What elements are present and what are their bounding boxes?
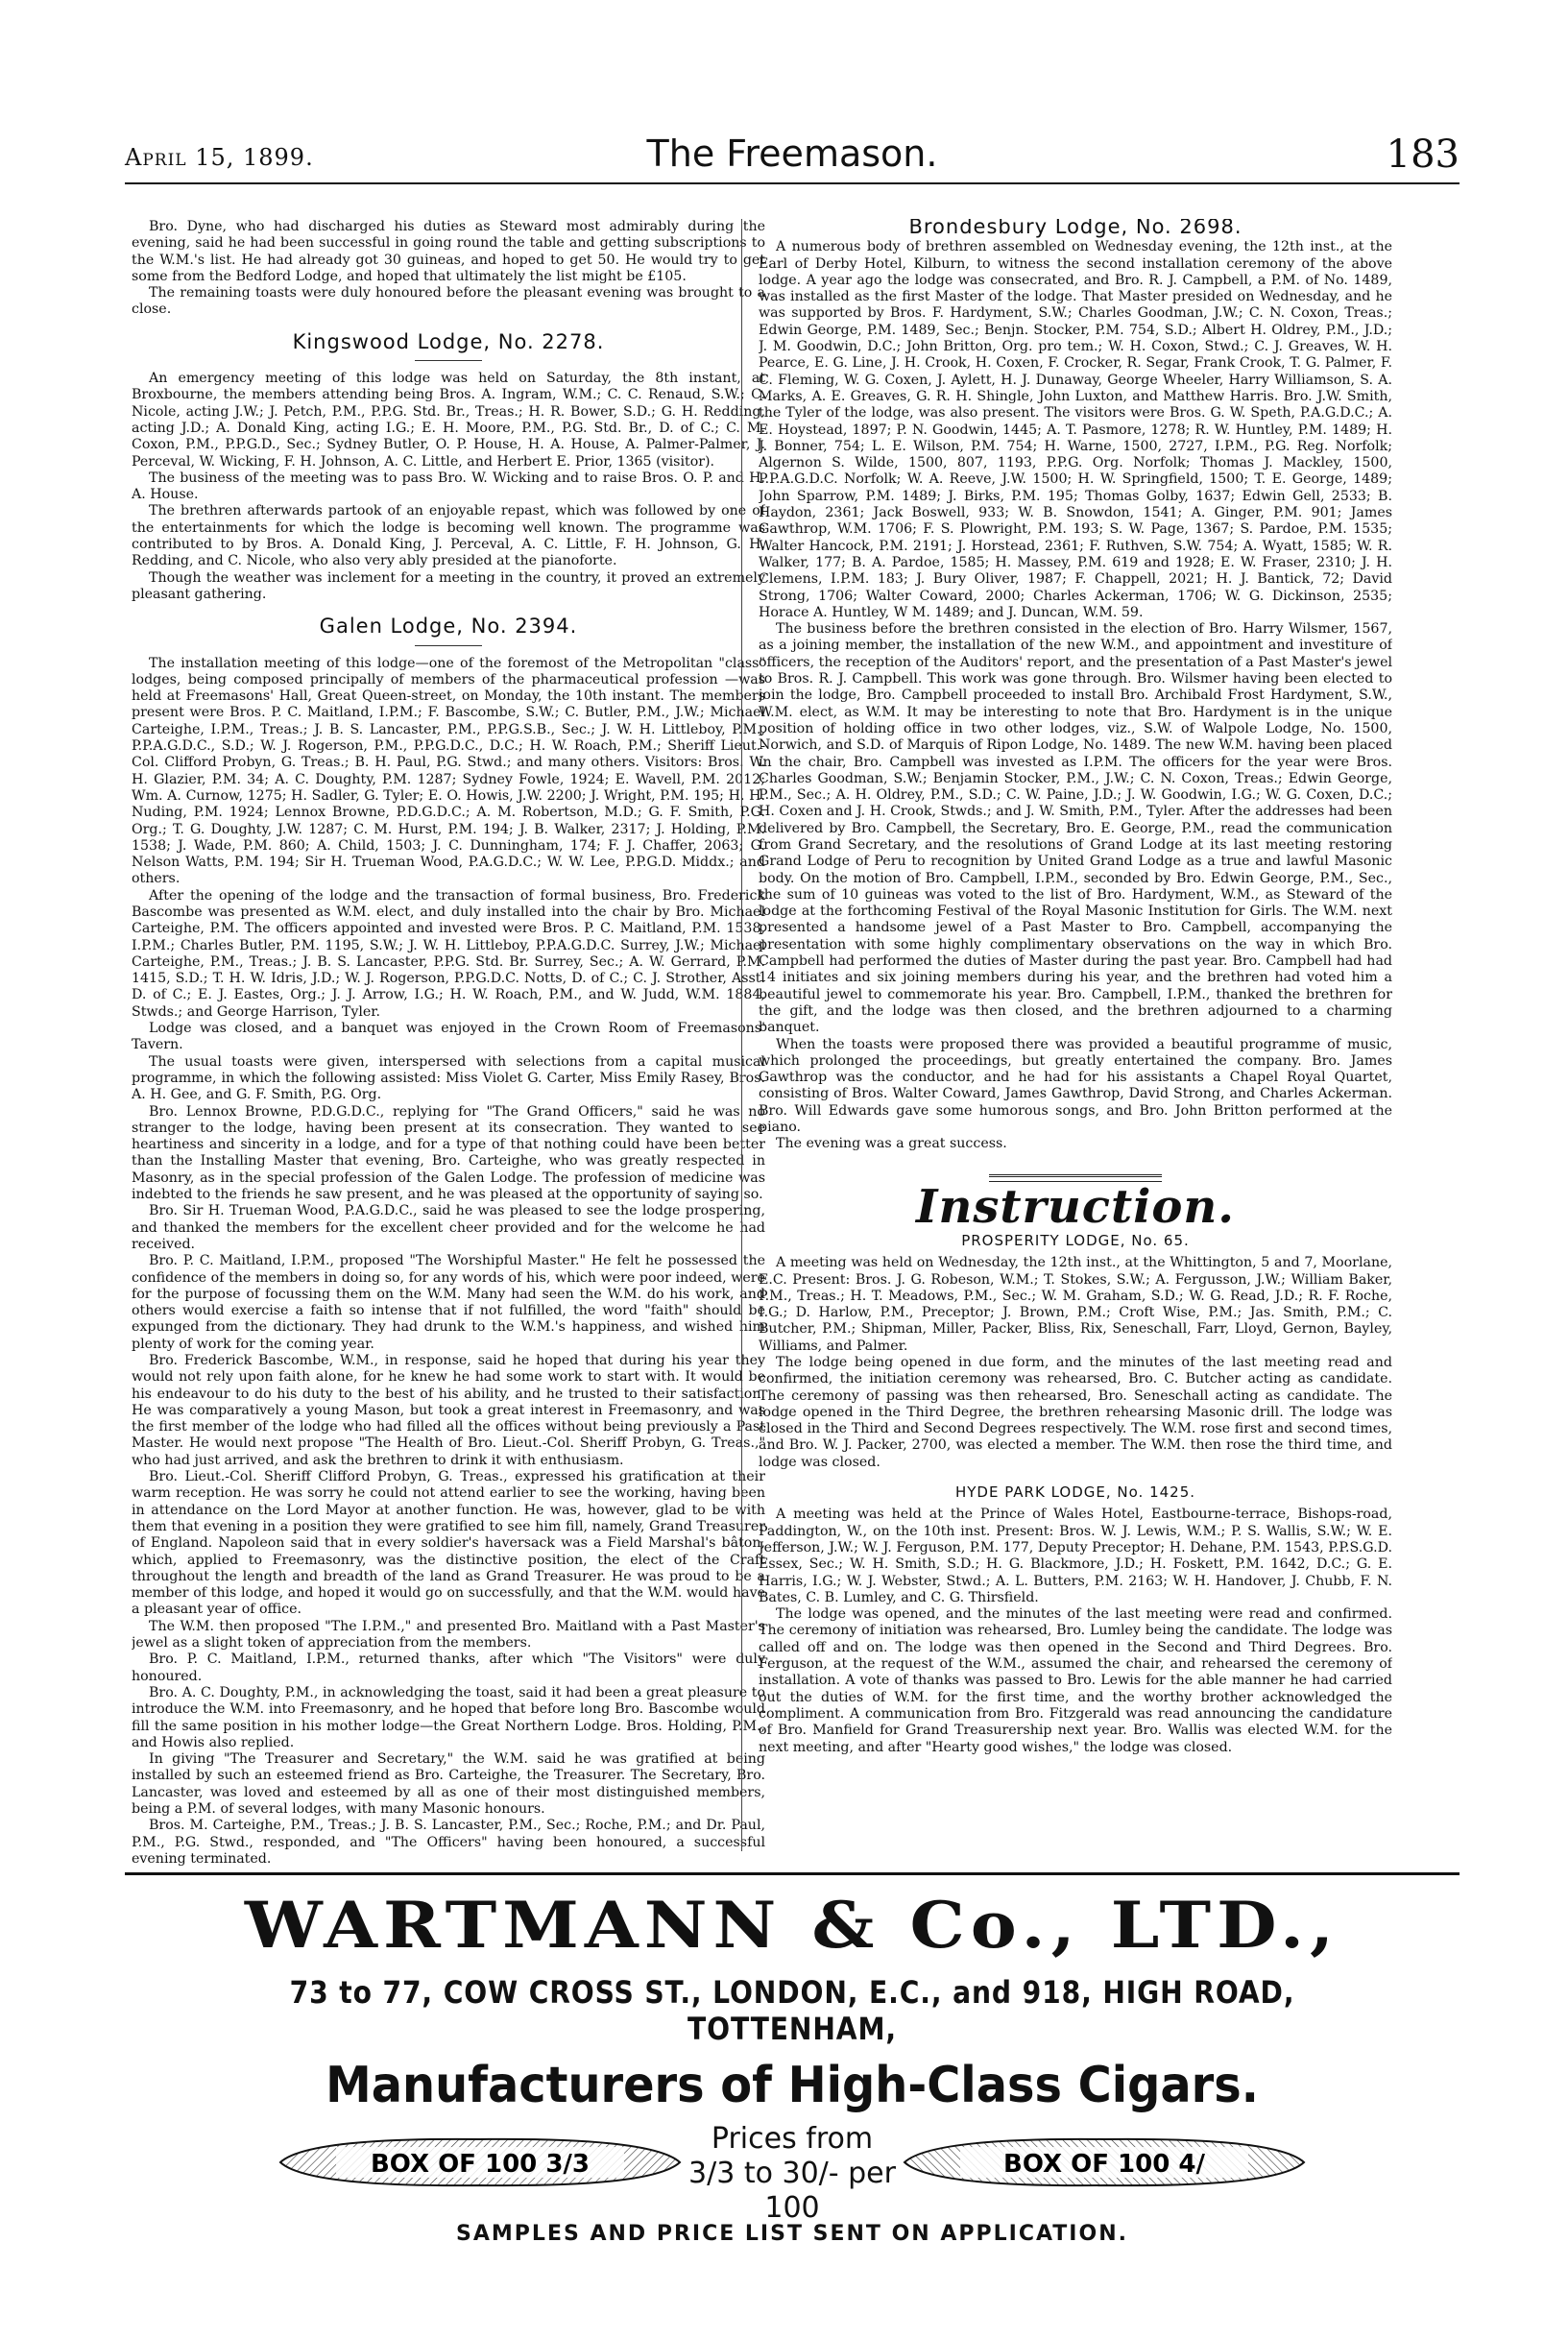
kingswood-paragraph: An emergency meeting of this lodge was held on Saturday, the 8th instant, at Broxbourne, the members attending being Bros. A. Ingram, W.M.; C. C. Renaud, S.W.; C. Nicole, acting J.W.; J. Petch, P.M., P.P.G. Std. Br., Treas.; H. R. Bower, S.D.; G. H. Redding, acting J.D.; A. Donald King, acting I.G.; E. H. Moore, P.M., P.G. Std. Br., D. of C.; C. M. Coxon, P.M., P.P.G.D., Sec.; Sydney Butler, O. P. House, H. A. House, A. Palmer-Palmer, J. Perceval, W. Wicking, F. H. Johnson, A. C. Little, and Herbert E. Prior, 1365 (visitor).	[132, 371, 765, 470]
kingswood-heading: Kingswood Lodge, No. 2278.	[292, 329, 605, 353]
galen-paragraph: The installation meeting of this lodge—one of the foremost of the Metropolitan "class" lodges, being composed principally of members of the pharmaceutical profession —was held at Freemasons' Hall, Great Queen-street, on Monday, the 10th instant. The members present were Bros. P. C. Maitland, I.P.M.; F. Bascombe, S.W.; C. Butler, P.M., J.W.; Michael Carteighe, I.P.M., Treas.; J. B. S. Lancaster, P.M., P.P.G.S.B., Sec.; J. W. H. Littleboy, P.M., P.P.A.G.D.C., S.D.; W. J. Rogerson, P.M., P.P.G.D.C., D.C.; H. W. Roach, P.M.; Sheriff Lieut.-Col. Clifford Probyn, G. Treas.; B. H. Paul, P.G. Stwd.; and many others. Visitors: Bros. W. H. Glazier, P.M. 34; A. C. Doughty, P.M. 1287; Sydney Fowle, 1924; E. Wavell, P.M. 2012; Wm. A. Curnow, 1275; H. Sadler, G. Tyler; E. O. Howis, J.W. 2200; J. Wright, P.M. 195; H. H. Nuding, P.M. 1924; Lennox Browne, P.D.G.D.C.; A. M. Robertson, M.D.; G. F. Smith, P.G. Org.; T. G. Doughty, J.W. 1287; C. M. Hurst, P.M. 194; J. B. Walker, 2317; J. Holding, P.M. 1538; J. Wade, P.M. 860; A. Child, 1503; J. C. Dunningham, 174; F. J. Chaffer, 2063; G. Nelson Watts, P.M. 194; Sir H. Trueman Wood, P.A.G.D.C.; W. W. Lee, P.P.G.D. Middx.; and others.	[132, 655, 765, 887]
galen-paragraph: The usual toasts were given, interspersed with selections from a capital musical programme, in which the following assisted: Miss Violet G. Carter, Miss Emily Rasey, Bros. A. H. Gee, and G. F. Smith, P.G. Org.	[132, 1053, 765, 1103]
intro-paragraph: Bro. Dyne, who had discharged his duties as Steward most admirably during the evening, said he had been successful in going round the table and getting subscriptions to the W.M.'s list. He had already got 30 guineas, and hoped to get 50. He would try to get some from the Bedford Lodge, and hoped that ultimately the list might be £105.	[132, 219, 765, 284]
galen-heading: Galen Lodge, No. 2394.	[319, 615, 578, 639]
galen-paragraph: In giving "The Treasurer and Secretary," the W.M. said he was gratified at being installed by such an esteemed friend as Bro. Carteighe, the Treasurer. The Secretary, Bro. Lancaster, was loved and esteemed by all as one of their most distinguished members, being a P.M. of several lodges, with many Masonic honours.	[132, 1751, 765, 1818]
galen-paragraph: Bros. M. Carteighe, P.M., Treas.; J. B. S. Lancaster, P.M., Sec.; Roche, P.M.; and Dr. Paul, P.M., P.G. Stwd., responded, and "The Officers" having been honoured, a successful evening terminated.	[132, 1818, 765, 1866]
publication-title: The Freemason.	[646, 133, 938, 175]
hyde-park-paragraph: A meeting was held at the Prince of Wales Hotel, Eastbourne-terrace, Bishops-road, Paddington, W., on the 10th inst. Present: Bros. W. J. Lewis, W.M.; P. S. Wallis, S.W.; W. E. Jefferson, J.W.; W. J. Ferguson, P.M. 177, Deputy Preceptor; H. Dehane, P.M. 1543, P.P.S.G.D. Essex, Sec.; W. H. Smith, S.D.; H. G. Blackmore, J.D.; H. Foskett, P.M. 1642, D.C.; G. E. Harris, I.G.; W. J. Webster, Stwd.; A. L. Butters, P.M. 2163; W. H. Handover, J. Chubb, F. N. Bates, C. B. Lumley, and C. G. Thirsfield.	[759, 1507, 1392, 1605]
galen-paragraph: After the opening of the lodge and the transaction of formal business, Bro. Frederick Bascombe was presented as W.M. elect, and duly installed into the chair by Bro. Michael Carteighe, P.M. The officers appointed and invested were Bros. P. C. Maitland, P.M. 1538, I.P.M.; Charles Butler, P.M. 1195, S.W.; J. W. H. Littleboy, P.P.A.G.D.C. Surrey, J.W.; Michael Carteighe, P.M., Treas.; J. B. S. Lancaster, P.P.G. Std. Br. Surrey, Sec.; A. W. Gerrard, P.M. 1415, S.D.; T. H. W. Idris, J.D.; W. J. Rogerson, P.P.G.D.C. Notts, D. of C.; C. J. Strother, Asst. D. of C.; E. J. Eastes, Org.; J. J. Arrow, I.G.; H. W. Roach, P.M., and W. Judd, W.M. 1884, Stwds.; and George Harrison, Tyler.	[132, 887, 765, 1020]
brondesbury-paragraph: When the toasts were proposed there was provided a beautiful programme of music, which prolonged the proceedings, but greatly entertained the company. Bro. James Gawthrop was the conductor, and he had for his assistants a Chapel Royal Quartet, consisting of Bros. Walter Coward, James Gawthrop, David Strong, and Charles Ackerman. Bro. Will Edwards gave some humorous songs, and Bro. John Britton performed at the piano.	[759, 1036, 1392, 1136]
cigar-box-illustration	[893, 2134, 1315, 2191]
left-box-label: BOX OF 100 3/3	[370, 2150, 591, 2179]
ad-product-row	[125, 2122, 1459, 2225]
prices-line-2: 3/3 to 30/- per 100	[688, 2157, 896, 2225]
right-column	[759, 219, 1392, 1866]
hyde-park-heading: HYDE PARK LODGE, No. 1425.	[954, 1483, 1196, 1502]
advertisement-rule	[125, 1872, 1459, 1875]
advertiser-tagline: Manufacturers of High-Class Cigars.	[326, 2057, 1259, 2114]
kingswood-paragraph: The business of the meeting was to pass Bro. W. Wicking and to raise Bros. O. P. and H. A. House.	[132, 470, 765, 503]
galen-paragraph: Bro. Lennox Browne, P.D.G.D.C., replying for "The Grand Officers," said he was no stranger to the lodge, having been present at its consecration. They wanted to see heartiness and sincerity in a lodge, and for a type of that nothing could have been better than the Installing Master that evening, Bro. Carteighe, who was greatly respected in Masonry, as in the special profession of the Galen Lodge. The profession of medicine was indebted to the friends he saw present, and he was pleased at the opportunity of saying so.	[132, 1103, 765, 1203]
right-box-label: BOX OF 100 4/	[1003, 2150, 1205, 2179]
column-divider	[741, 219, 742, 1851]
prosperity-heading: PROSPERITY LODGE, No. 65.	[961, 1231, 1190, 1249]
brondesbury-paragraph: The evening was a great success.	[776, 1136, 1007, 1152]
prosperity-paragraph: A meeting was held on Wednesday, the 12th inst., at the Whittington, 5 and 7, Moorlane, E.C. Present: Bros. J. G. Robeson, W.M.; T. Stokes, S.W.; A. Fergusson, J.W.; William Baker, P.M., Treas.; H. T. Meadows, P.M., Sec.; W. M. Graham, S.D.; W. G. Read, J.D.; R. F. Roche, I.G.; D. Harlow, P.M., Preceptor; J. Brown, P.M.; Croft Wise, P.M.; Jas. Smith, P.M.; C. Butcher, P.M.; Shipman, Miller, Packer, Bliss, Rix, Seneschall, Farr, Lloyd, Gernon, Bayley, Williams, and Palmer.	[759, 1255, 1392, 1354]
brondesbury-paragraph: The business before the brethren consisted in the election of Bro. Harry Wilsmer, 1567, as a joining member, the installation of the new W.M., and appointment and investiture of officers, the reception of the Auditors' report, and the presentation of a Past Master's jewel to Bros. R. J. Campbell. This work was gone through. Bro. Wilsmer having been elected to join the lodge, Bro. Campbell proceeded to install Bro. Archibald Frost Hardyment, S.W., W.M. elect, as W.M. It may be interesting to note that Bro. Hardyment is in the unique position of holding office in two other lodges, viz., S.W. of Walpole Lodge, No. 1500, Norwich, and S.D. of Marquis of Ripon Lodge, No. 1489. The new W.M. having been placed in the chair, Bro. Campbell was invested as I.P.M. The officers for the year were Bros. Charles Goodman, S.W.; Benjamin Stocker, P.M., J.W.; C. N. Coxon, Treas.; Edwin George, P.M., Sec.; A. H. Oldrey, P.M., S.D.; C. W. Paine, J.D.; J. W. Goodwin, I.G.; W. G. Coxen, D.C.; H. Coxen and J. H. Crook, Stwds.; and J. W. Smith, P.M., Tyler. After the addresses had been delivered by Bro. Campbell, the Secretary, Bro. E. George, P.M., read the communication from Grand Secretary, and the resolutions of Grand Lodge at its last meeting restoring Grand Lodge of Peru to recognition by United Grand Lodge as a true and lawful Masonic body. On the motion of Bro. Campbell, I.P.M., seconded by Bro. Edwin George, P.M., Sec., the sum of 10 guineas was voted to the list of Bro. Hardyment, W.M., as Steward of the lodge at the forthcoming Festival of the Royal Masonic Institution for Girls. The W.M. next presented a handsome jewel of a Past Master to Bro. Campbell, accompanying the presentation with some highly complimentary observations on the way in which Bro. Campbell had performed the duties of Master during the past year. Bro. Campbell had had 14 initiates and six joining members during his year, and the brethren had voted him a beautiful jewel to commemorate his year. Bro. Campbell, I.P.M., thanked the brethren for the gift, and the lodge was then closed, and the brethren adjourned to a charming banquet.	[759, 621, 1392, 1036]
intro-paragraph: The remaining toasts were duly honoured before the pleasant evening was brought to a close.	[132, 285, 765, 318]
price-info	[663, 2122, 922, 2226]
galen-paragraph: Bro. Sir H. Trueman Wood, P.A.G.D.C., said he was pleased to see the lodge prospering, and thanked the members for the excellent cheer provided and for the welcome he had received.	[132, 1203, 765, 1252]
galen-paragraph: Bro. Frederick Bascombe, W.M., in response, said he hoped that during his year they would not rely upon faith alone, for he knew he had some work to start with. It would be his endeavour to do his duty to the best of his ability, and he trusted to their satisfaction. He was comparatively a young Mason, but took a great interest in Freemasonry, and was the first member of the lodge who had filled all the offices without being previously a Past Master. He would next propose "The Health of Bro. Lieut.-Col. Sheriff Probyn, G. Treas.," who had just arrived, and ask the brethren to drink it with enthusiasm.	[132, 1353, 765, 1468]
heading-rule	[415, 645, 482, 646]
advertiser-name: WARTMANN & Co., LTD.,	[244, 1887, 1340, 1963]
kingswood-paragraph: The brethren afterwards partook of an enjoyable repast, which was followed by one of the entertainments for which the lodge is becoming well known. The programme was contributed to by Bros. A. Donald King, J. Perceval, A. C. Little, F. H. Johnson, G. H. Redding, and C. Nicole, who also very ably presided at the pianoforte.	[132, 503, 765, 569]
galen-paragraph: Bro. P. C. Maitland, I.P.M., returned thanks, after which "The Visitors" were duly honoured.	[132, 1652, 765, 1684]
samples-notice: SAMPLES AND PRICE LIST SENT ON APPLICATION.	[456, 2222, 1128, 2246]
kingswood-paragraph: Though the weather was inclement for a meeting in the country, it proved an extremely pleasant gathering.	[132, 569, 765, 602]
prices-line-1: Prices from	[711, 2122, 874, 2156]
heading-rule	[415, 360, 482, 361]
prosperity-paragraph: The lodge being opened in due form, and the minutes of the last meeting read and confirmed, the initiation ceremony was rehearsed, Bro. C. Butcher acting as candidate. The ceremony of passing was then rehearsed, Bro. Seneschall acting as candidate. The lodge opened in the Third Degree, the brethren rehearsing Masonic drill. The lodge was closed in the Third and Second Degrees respectively. The W.M. rose first and second times, and Bro. W. J. Packer, 2700, was elected a member. The W.M. then rose the third time, and lodge was closed.	[759, 1355, 1392, 1470]
advertiser-address: 73 to 77, COW CROSS ST., LONDON, E.C., and 918, HIGH ROAD, TOTTENHAM,	[289, 1974, 1295, 2047]
galen-paragraph: Bro. P. C. Maitland, I.P.M., proposed "The Worshipful Master." He felt he possessed the confidence of the members in doing so, for any words of his, which were poor indeed, were for the purpose of focussing them on the W.M. Many had seen the W.M. do his work, and others would exercise a faith so intense that if not fulfilled, the word "faith" should be expunged from the dictionary. They had drunk to the W.M.'s happiness, and wished him plenty of work for the coming year.	[132, 1253, 765, 1352]
galen-paragraph: Bro. Lieut.-Col. Sheriff Clifford Probyn, G. Treas., expressed his gratification at their warm reception. He was sorry he could not attend earlier to see the working, having been in attendance on the Lord Mayor at another function. He was, however, glad to be with them that evening in a position they were gratified to see him fill, namely, Grand Treasurer of England. Napoleon said that in every soldier's haversack was a Field Marshal's bâton, which, applied to Freemasonry, was the distinctive position, the elect of the Craft throughout the length and breadth of the land as Grand Treasurer. He was proud to be a member of this lodge, and hoped it would go on successfully, and that the W.M. would have a pleasant year of office.	[132, 1469, 765, 1618]
page-number: 183	[1386, 133, 1459, 177]
masthead	[125, 133, 1459, 175]
left-column	[132, 219, 765, 1866]
masthead-rule	[125, 182, 1459, 184]
instruction-heading: Instruction.	[916, 1179, 1235, 1234]
galen-paragraph: Lodge was closed, and a banquet was enjoyed in the Crown Room of Freemasons' Tavern.	[132, 1021, 765, 1053]
cigar-advertisement	[125, 1884, 1459, 2297]
brondesbury-heading: Brondesbury Lodge, No. 2698.	[908, 219, 1242, 238]
galen-paragraph: Bro. A. C. Doughty, P.M., in acknowledging the toast, said it had been a great pleasure to introduce the W.M. into Freemasonry, and he hoped that before long Bro. Bascombe would fill the same position in his mother lodge—the Great Northern Lodge. Bros. Holding, P.M., and Howis also replied.	[132, 1684, 765, 1750]
cigar-box-illustration	[269, 2134, 691, 2191]
galen-paragraph: The W.M. then proposed "The I.P.M.," and presented Bro. Maitland with a Past Master's jewel as a slight token of appreciation from the members.	[132, 1618, 765, 1652]
issue-date: April 15, 1899.	[125, 144, 314, 171]
hyde-park-paragraph: The lodge was opened, and the minutes of the last meeting were read and confirmed. The ceremony of initiation was rehearsed, Bro. Lumley being the candidate. The lodge was called off and on. The lodge was then opened in the Second and Third Degrees. Bro. Ferguson, at the request of the W.M., assumed the chair, and rehearsed the ceremony of installation. A vote of thanks was passed to Bro. Lewis for the able manner he had carried out the duties of W.M. for the first time, and the worthy brother acknowledged the compliment. A communication from Bro. Fitzgerald was read announcing the candidature of Bro. Manfield for Grand Treasurership next year. Bro. Wallis was elected W.M. for the next meeting, and after "Hearty good wishes," the lodge was closed.	[759, 1606, 1392, 1755]
brondesbury-paragraph: A numerous body of brethren assembled on Wednesday evening, the 12th inst., at the Earl of Derby Hotel, Kilburn, to witness the second installation ceremony of the above lodge. A year ago the lodge was consecrated, and Bro. R. J. Campbell, a P.M. of No. 1489, was installed as the first Master of the lodge. That Master presided on Wednesday, and he was supported by Bros. F. Hardyment, S.W.; Charles Goodman, J.W.; C. N. Coxon, Treas.; Edwin George, P.M. 1489, Sec.; Benjn. Stocker, P.M. 754, S.D.; Albert H. Oldrey, P.M., J.D.; J. M. Goodwin, D.C.; John Britton, Org. pro tem.; W. H. Coxon, Stwd.; C. J. Greaves, W. H. Pearce, E. G. Line, J. H. Crook, H. Coxen, F. Crocker, R. Segar, Frank Crook, T. G. Palmer, F. C. Fleming, W. G. Coxen, J. Aylett, H. J. Dunaway, George Wheeler, Harry Williamson, S. A. Marks, A. E. Greaves, G. R. H. Shingle, John Luxton, and Matthew Harris. Bro. J.W. Smith, the Tyler of the lodge, was also present. The visitors were Bros. G. W. Speth, P.A.G.D.C.; A. E. Hoystead, 1897; P. N. Goodwin, 1445; A. T. Pasmore, 1278; R. W. Huntley, P.M. 1489; H. J. Bonner, 754; L. E. Wilson, P.M. 754; H. Warne, 1500, 2727, I.P.M., P.G. Reg. Norfolk; Algernon S. Wilde, 1500, 807, 1193, P.P.G. Org. Norfolk; Thomas J. Mackley, 1500, P.P.A.G.D.C. Norfolk; W. A. Reeve, J.W. 1500; H. W. Springfield, 1500; T. E. George, 1489; John Sparrow, P.M. 1489; J. Birks, P.M. 195; Thomas Golby, 1637; Edwin Gell, 2533; B. Haydon, 2361; Jack Boswell, 933; W. B. Snowdon, 1541; A. Ginger, P.M. 901; James Gawthrop, W.M. 1706; F. S. Plowright, P.M. 193; S. W. Page, 1367; S. Pardoe, P.M. 1535; Walter Hancock, P.M. 2191; J. Horstead, 2361; F. Ruthven, S.W. 754; A. Wyatt, 1585; W. R. Walker, 177; B. A. Pardoe, 1585; H. Massey, P.M. 619 and 1928; E. W. Fraser, 2310; J. H. Clemens, I.P.M. 183; J. Bury Oliver, 1987; F. Chappell, 2021; H. J. Bantick, 72; David Strong, 1706; Walter Coward, 2000; Charles Ackerman, 1706; W. G. Dickinson, 2535; Horace A. Huntley, W M. 1489; and J. Duncan, W.M. 59.	[759, 239, 1392, 620]
